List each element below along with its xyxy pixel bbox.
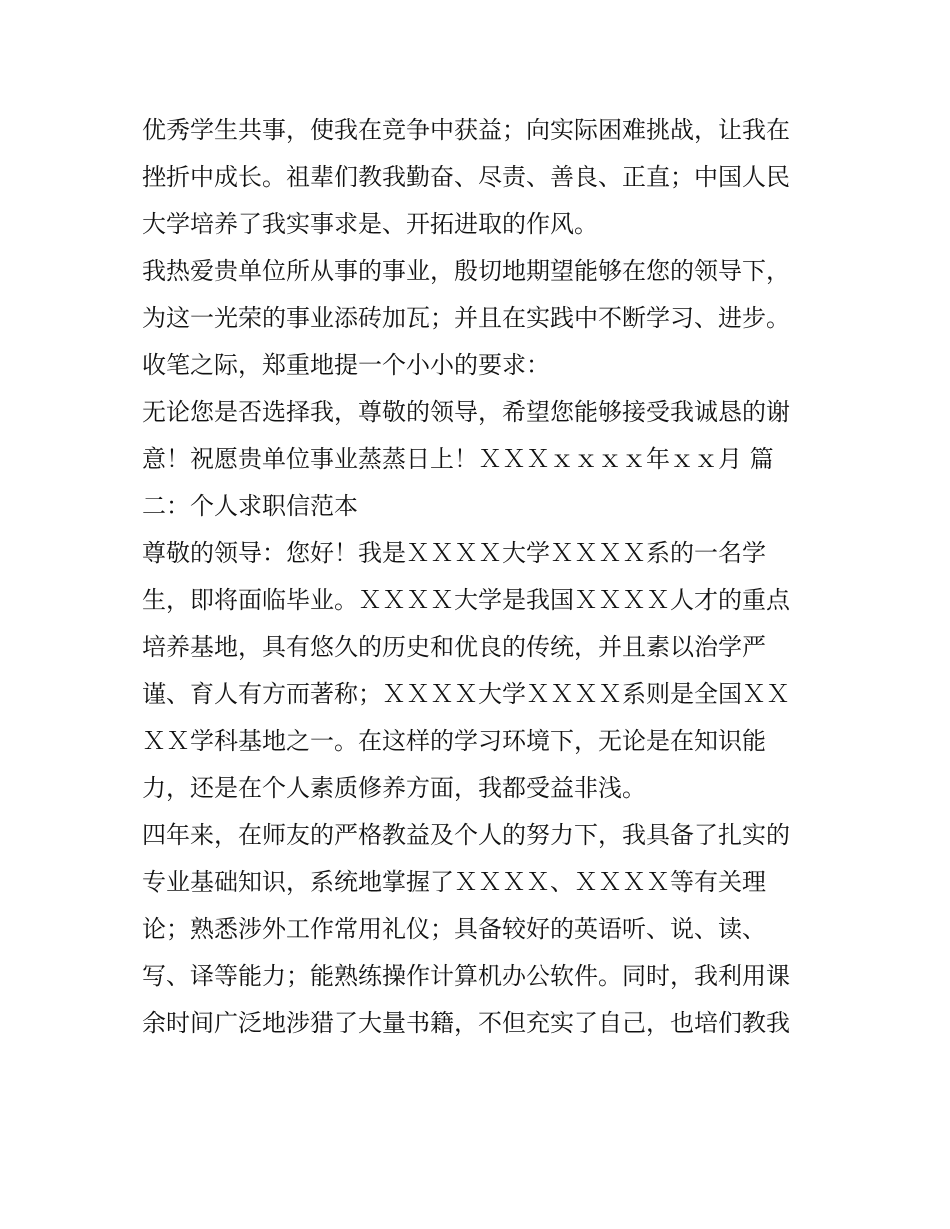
text-line: 优秀学生共事，使我在竞争中获益；向实际困难挑战，让我在 (142, 116, 790, 144)
text-line: 意！祝愿贵单位事业蒸蒸日上！ＸＸＸｘｘｘｘ年ｘｘ月 篇 (142, 445, 774, 473)
text-line: 论；熟悉涉外工作常用礼仪；具备较好的英语听、说、读、 (142, 915, 766, 943)
text-line: 专业基础知识，系统地掌握了ＸＸＸＸ、ＸＸＸＸ等有关理 (142, 868, 766, 896)
text-line: 大学培养了我实事求是、开拓进取的作风。 (142, 210, 598, 238)
text-line: 力，还是在个人素质修养方面，我都受益非浅。 (142, 774, 646, 802)
text-line: 我热爱贵单位所从事的事业，殷切地期望能够在您的领导下， (142, 257, 790, 285)
text-line: 四年来，在师友的严格教益及个人的努力下，我具备了扎实的 (142, 821, 790, 849)
text-line: 写、译等能力；能熟练操作计算机办公软件。同时，我利用课 (142, 962, 790, 990)
text-line: 培养基地，具有悠久的历史和优良的传统，并且素以治学严 (142, 633, 766, 661)
text-line: 尊敬的领导：您好！我是ＸＸＸＸ大学ＸＸＸＸ系的一名学 (142, 539, 766, 567)
text-line: 生，即将面临毕业。ＸＸＸＸ大学是我国ＸＸＸＸ人才的重点 (142, 586, 790, 614)
text-line: ＸＸ学科基地之一。在这样的学习环境下，无论是在知识能 (142, 727, 766, 755)
text-line: 为这一光荣的事业添砖加瓦；并且在实践中不断学习、进步。 (142, 304, 790, 332)
text-line: 收笔之际，郑重地提一个小小的要求： (142, 351, 550, 379)
text-line: 无论您是否选择我，尊敬的领导，希望您能够接受我诚恳的谢 (142, 398, 790, 426)
text-line: 二：个人求职信范本 (142, 492, 358, 520)
text-line: 谨、育人有方而著称；ＸＸＸＸ大学ＸＸＸＸ系则是全国ＸＸ (142, 680, 790, 708)
text-line: 挫折中成长。祖辈们教我勤奋、尽责、善良、正直；中国人民 (142, 163, 790, 191)
text-line: 余时间广泛地涉猎了大量书籍，不但充实了自己，也培们教我 (142, 1009, 790, 1037)
document-body (142, 107, 822, 1047)
